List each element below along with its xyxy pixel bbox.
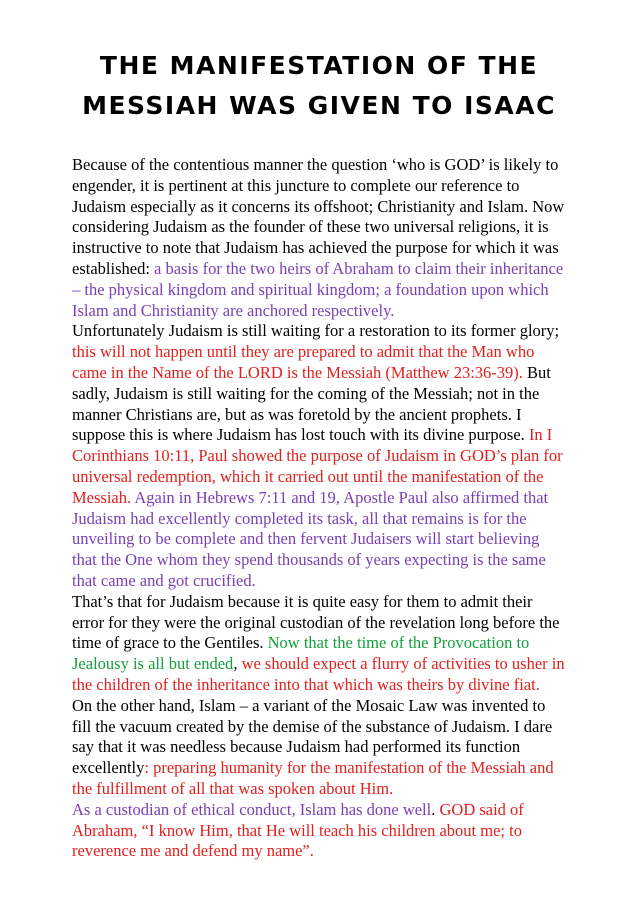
paragraph [72,592,568,696]
document-body [72,155,568,862]
text-run: Because of the contentious manner the question ‘who is GOD’ is likely to engender, it is pertinent at this juncture to complete our reference to Judaism especially as it concerns its offshoot; Christianity and Islam. Now considering Judaism as the founder of these two universal religions, it is instructive to note that Judaism has achieved the purpose for which it was established: [72,155,565,278]
text-run: . [431,799,440,819]
title-line-2: MESSIAH WAS GIVEN TO ISAAC [82,91,556,120]
text-run-highlight: this will not happen until they are prepared to admit that the Man who came in the Name of the LORD is the Messiah (Matthew 23:36-39). [72,342,535,382]
paragraph [72,155,568,321]
title-line-1: THE MANIFESTATION OF THE [99,51,539,80]
paragraph [72,696,568,800]
text-run-highlight: : preparing humanity for the manifestation of the Messiah and the fulfillment of all that was spoken about Him. [72,758,554,798]
text-run: That’s that for Judaism because it is quite easy for them to admit their error for they were the original custodian of the revelation long before the time of grace to the Gentiles. [72,591,560,653]
text-run-highlight: In I Corinthians 10:11, Paul showed the purpose of Judaism in GOD’s plan for universal redemption, which it carried out until the manifestation of the Messiah. [72,425,563,507]
text-run: , [233,654,242,674]
paragraph [72,321,568,591]
document-title [40,46,598,126]
text-run: But sadly, Judaism is still waiting for the coming of the Messiah; not in the manner Christians are, but as was foretold by the ancient prophets. I suppose this is where Judaism has lost touch with its divine purpose. [72,362,551,445]
text-run: Unfortunately Judaism is still waiting for a restoration to its former glory; [72,321,560,341]
text-run-highlight: Again in Hebrews 7:11 and 19, Apostle Paul also affirmed that Judaism had excellently completed its task, all that remains is for the unveiling to be complete and then fervent Judaisers will start believing that the One whom they spend thousands of years expecting is the same that came and got crucified. [72,487,549,590]
text-run-highlight: Now that the time of the Provocation to Jealousy is all but ended [72,633,530,674]
paragraph [72,800,568,862]
text-run-highlight: As a custodian of ethical conduct, Islam has done well [72,799,432,819]
text-run-highlight: a basis for the two heirs of Abraham to claim their inheritance – the physical kingdom and spiritual kingdom; a foundation upon which Islam and Christianity are anchored respectively. [72,258,564,320]
text-run: On the other hand, Islam – a variant of the Mosaic Law was invented to fill the vacuum created by the demise of the substance of Judaism. I dare say that it was needless because Judaism had performed its function excellently [72,695,553,778]
text-run-highlight: we should expect a flurry of activities to usher in the children of the inheritance into that which was theirs by divine fiat. [72,654,565,694]
text-run-highlight: GOD said of Abraham, “I know Him, that He will teach his children about me; to reverence me and defend my name”. [72,799,524,861]
